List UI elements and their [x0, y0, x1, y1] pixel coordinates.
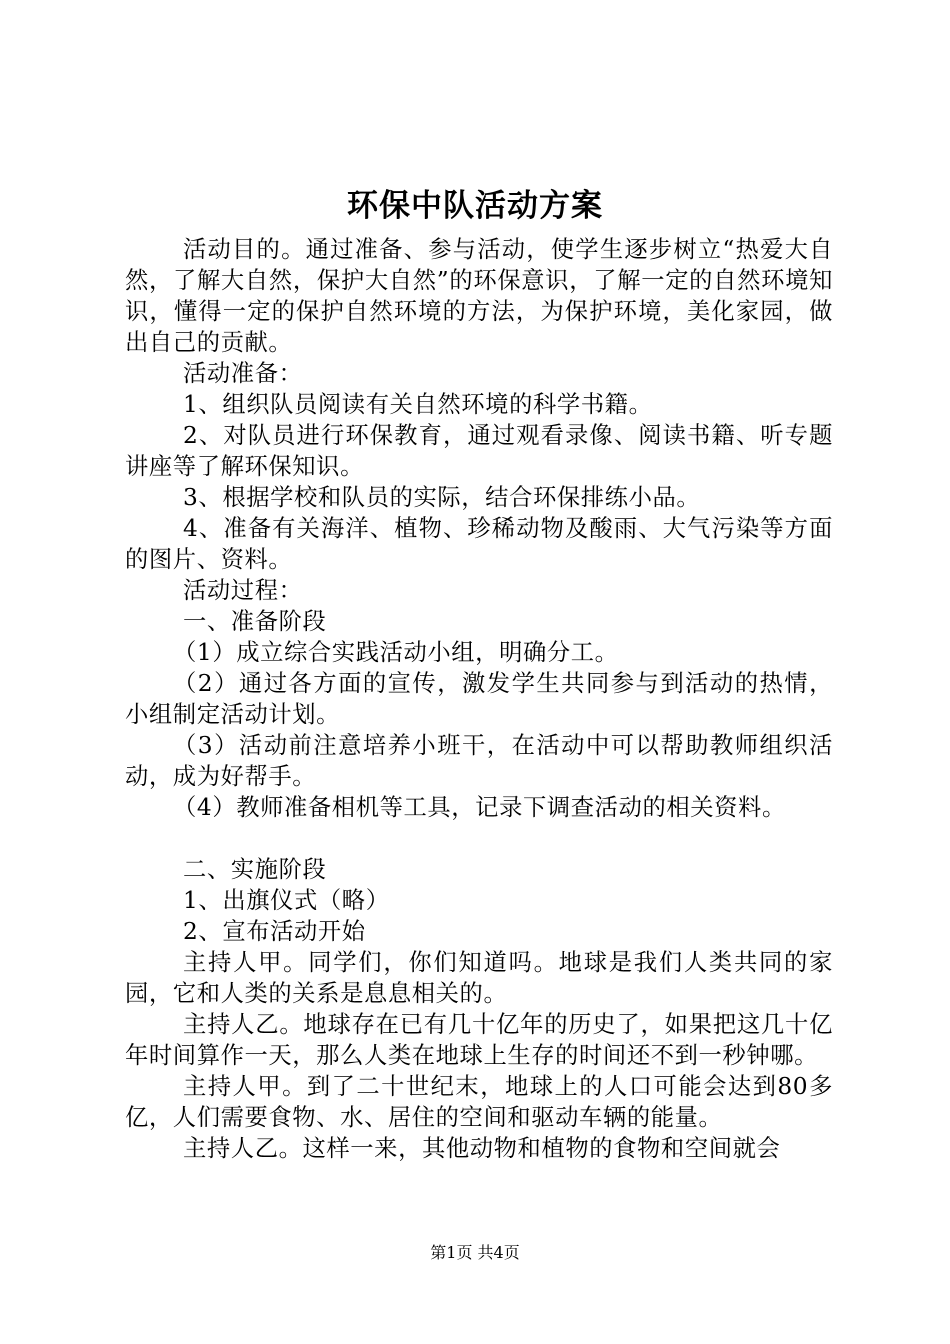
paragraph-preparation-heading: 活动准备： [183, 360, 303, 387]
paragraph-stage-2-heading: 二、实施阶段 [183, 856, 327, 883]
paragraph-host-a-2: 主持人甲。到了二十世纪末，地球上的人口可能会达到80多亿，人们需要食物、水、居住的空间和驱动车辆的能量。 [125, 1073, 833, 1131]
page-footer: 第1页 共4页 [430, 1243, 520, 1262]
document-body [125, 234, 833, 1164]
paragraph-host-a-1: 主持人甲。同学们，你们知道吗。地球是我们人类共同的家园，它和人类的关系是息息相关的。 [125, 949, 833, 1007]
paragraph-prep-item-2: 2、对队员进行环保教育，通过观看录像、阅读书籍、听专题讲座等了解环保知识。 [125, 422, 833, 480]
paragraph-stage-2-item-1: 1、出旗仪式（略） [183, 887, 390, 914]
paragraph-prep-item-4: 4、准备有关海洋、植物、珍稀动物及酸雨、大气污染等方面的图片、资料。 [125, 515, 833, 573]
paragraph-stage-1-item-1: （1）成立综合实践活动小组，明确分工。 [173, 639, 619, 666]
paragraph-host-b-2: 主持人乙。这样一来，其他动物和植物的食物和空间就会 [183, 1135, 781, 1162]
document-title: 环保中队活动方案 [347, 188, 603, 224]
paragraph-host-b-1: 主持人乙。地球存在已有几十亿年的历史了，如果把这几十亿年时间算作一天，那么人类在地球上生存的时间还不到一秒钟哪。 [125, 1011, 833, 1069]
blank-line [125, 823, 833, 854]
paragraph-stage-2-item-2: 2、宣布活动开始 [183, 918, 366, 945]
paragraph-stage-1-item-2: （2）通过各方面的宣传，激发学生共同参与到活动的热情，小组制定活动计划。 [125, 670, 833, 728]
paragraph-prep-item-3: 3、根据学校和队员的实际，结合环保排练小品。 [183, 484, 701, 511]
paragraph-stage-1-item-4: （4）教师准备相机等工具，记录下调查活动的相关资料。 [173, 794, 786, 821]
paragraph-prep-item-1: 1、组织队员阅读有关自然环境的科学书籍。 [183, 391, 653, 418]
paragraph-process-heading: 活动过程： [183, 577, 303, 604]
paragraph-stage-1-item-3: （3）活动前注意培养小班干，在活动中可以帮助教师组织活动，成为好帮手。 [125, 732, 833, 790]
paragraph-purpose: 活动目的。通过准备、参与活动，使学生逐步树立“热爱大自然，了解大自然，保护大自然”的环保意识，了解一定的自然环境知识，懂得一定的保护自然环境的方法，为保护环境，美化家园，做出自己的贡献。 [125, 236, 833, 356]
paragraph-stage-1-heading: 一、准备阶段 [183, 608, 327, 635]
